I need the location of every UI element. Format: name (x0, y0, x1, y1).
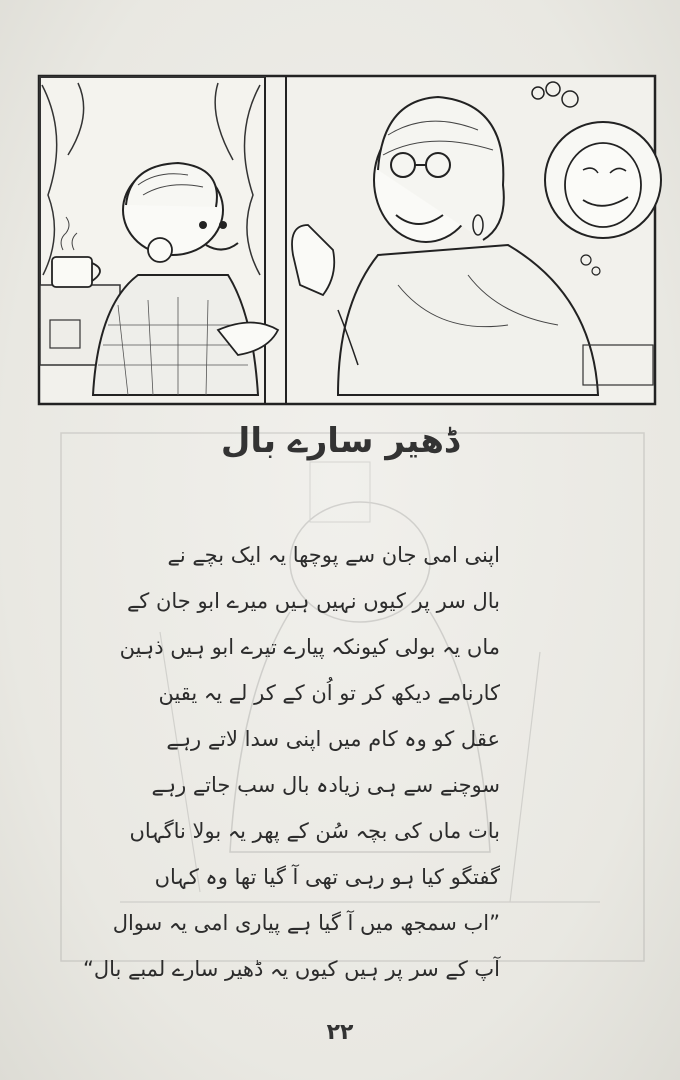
poem-line: ماں یہ بولی کیونکہ پیارے تیرے ابو ہیں ذہین (119, 635, 500, 659)
poem-line: گفتگو کیا ہو رہی تھی آ گیا تھا وہ کہاں (154, 865, 500, 889)
poem-line: اپنی امی جان سے پوچھا یہ ایک بچے نے (167, 543, 500, 567)
poem-title: ڈھیر سارے بال (220, 421, 460, 461)
page-number: ۲۲ (326, 1020, 354, 1045)
poem-body (82, 532, 500, 992)
poem-line: عقل کو وہ کام میں اپنی سدا لاتے رہے (166, 727, 500, 751)
poem-line: سوچنے سے ہی زیادہ بال سب جاتے رہے (151, 773, 500, 797)
cartoon-illustration (38, 75, 656, 405)
poem-line: بات ماں کی بچہ سُن کے پھر یہ بولا ناگہاں (129, 819, 500, 843)
poem-line: ”اب سمجھ میں آ گیا ہے پیاری امی یہ سوال (112, 911, 500, 935)
poem-line: بال سر پر کیوں نہیں ہیں میرے ابو جان کے (126, 589, 500, 613)
poem-line: کارنامے دیکھ کر تو اُن کے کر لے یہ یقین (158, 681, 500, 705)
poem-line: آپ کے سر پر ہیں کیوں یہ ڈھیر سارے لمبے بال“ (82, 957, 500, 981)
